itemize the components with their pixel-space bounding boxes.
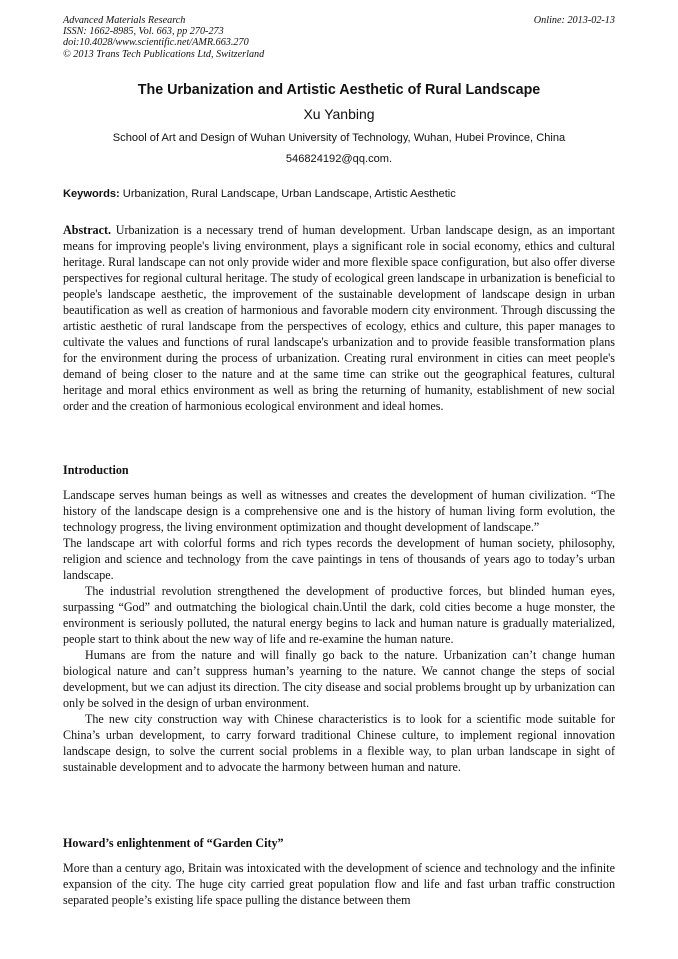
- abstract-paragraph: [63, 222, 615, 414]
- journal-name: Advanced Materials Research: [63, 15, 186, 26]
- affiliation: School of Art and Design of Wuhan University of Technology, Wuhan, Hubei Province, China: [112, 132, 566, 144]
- intro-paragraph-4: Humans are from the nature and will finally go back to the nature. Urbanization can’t change human biological nature and can’t suppress human’s yearning to the nature. We cannot change the steps of social development, but we can adjust its direction. The city disease and social problems brought up by urbanization can only be solved in the design of urban environment.: [63, 648, 615, 710]
- keywords-text: Urbanization, Rural Landscape, Urban Landscape, Artistic Aesthetic: [119, 188, 456, 200]
- intro-paragraph-2: The landscape art with colorful forms and rich types records the development of human society, philosophy, religion and science and technology from the cave paintings in tens of thousands of years ago to today’s urban landscape.: [63, 536, 615, 582]
- copyright-line: © 2013 Trans Tech Publications Ltd, Switzerland: [63, 48, 265, 60]
- howard-heading: Howard’s enlightenment of “Garden City”: [63, 836, 284, 850]
- online-date: Online: 2013-02-13: [533, 15, 615, 26]
- issn-line: ISSN: 1662-8985, Vol. 663, pp 270-273: [63, 26, 224, 38]
- intro-paragraph-1: Landscape serves human beings as well as witnesses and creates the development of human civilization. “The history of the landscape design is a comprehensive one and is the history of human living form evolution, the technology progress, the living environment optimization and thought development of landscape.”: [63, 488, 615, 534]
- intro-paragraph-5: The new city construction way with Chinese characteristics is to look for a scientific mode suitable for China’s urban development, to carry forward traditional Chinese culture, to implement regional innovation landscape design, to solve the current social problems in a flexible way, to plan urban landscape in sight of sustainable development and to advocate the harmony between human and nature.: [63, 712, 615, 774]
- howard-body: [63, 860, 615, 908]
- abstract-label: Abstract.: [63, 223, 112, 237]
- keywords-line: [63, 188, 615, 201]
- doi-line: doi:10.4028/www.scientific.net/AMR.663.270: [63, 37, 249, 49]
- introduction-heading: Introduction: [63, 463, 129, 477]
- intro-paragraph-3: The industrial revolution strengthened the development of productive forces, but blinded human eyes, surpassing “God” and outmatching the biological chain.Until the dark, cold cities become a huge monster, the environment is seriously polluted, the natural energy begins to lack and human nature is gradually materialized, people start to think about the new way of life and re-examine the human nature.: [63, 584, 615, 646]
- author-name: Xu Yanbing: [303, 106, 375, 122]
- abstract-text: Urbanization is a necessary trend of human development. Urban landscape design, as an important means for improving people's living environment, plays a significant role in social economy, ethics and cultural heritage. Rural landscape can not only provide wider and more flexible space configuration, but also offer diverse perspectives for regional cultural heritage. The study of ecological green landscape in urbanization is beneficial to people's landscape aesthetic, the improvement of the sustainable development of landscape design in urban beautification as well as creation of harmonious and favorable modern city environment. Through discussing the artistic aesthetic of rural landscape from the perspectives of ecology, ethics and culture, this paper manages to cultivate the values and functions of rural landscape's urbanization and to provide feasible transformation plans for the environment during the process of urbanization. Creating rural environment in cities can meet people's demand of being closer to the nature and at the same time can strike out the geographical features, cultural heritage and moral ethics environment as well as bring the returning of humanity, establishment of new social order and the creation of harmonious ecological environment and ideal homes.: [63, 223, 615, 413]
- howard-paragraph: More than a century ago, Britain was intoxicated with the development of science and technology and the infinite expansion of the city. The huge city carried great population flow and life and fast urban traffic construction separated people’s existing life space pulling the distance between them: [63, 861, 615, 907]
- keywords-label: Keywords:: [63, 188, 120, 200]
- introduction-body: [63, 487, 615, 775]
- author-email: 546824192@qq.com.: [285, 153, 393, 165]
- paper-title: The Urbanization and Artistic Aesthetic of Rural Landscape: [137, 82, 541, 98]
- journal-header: [63, 15, 615, 60]
